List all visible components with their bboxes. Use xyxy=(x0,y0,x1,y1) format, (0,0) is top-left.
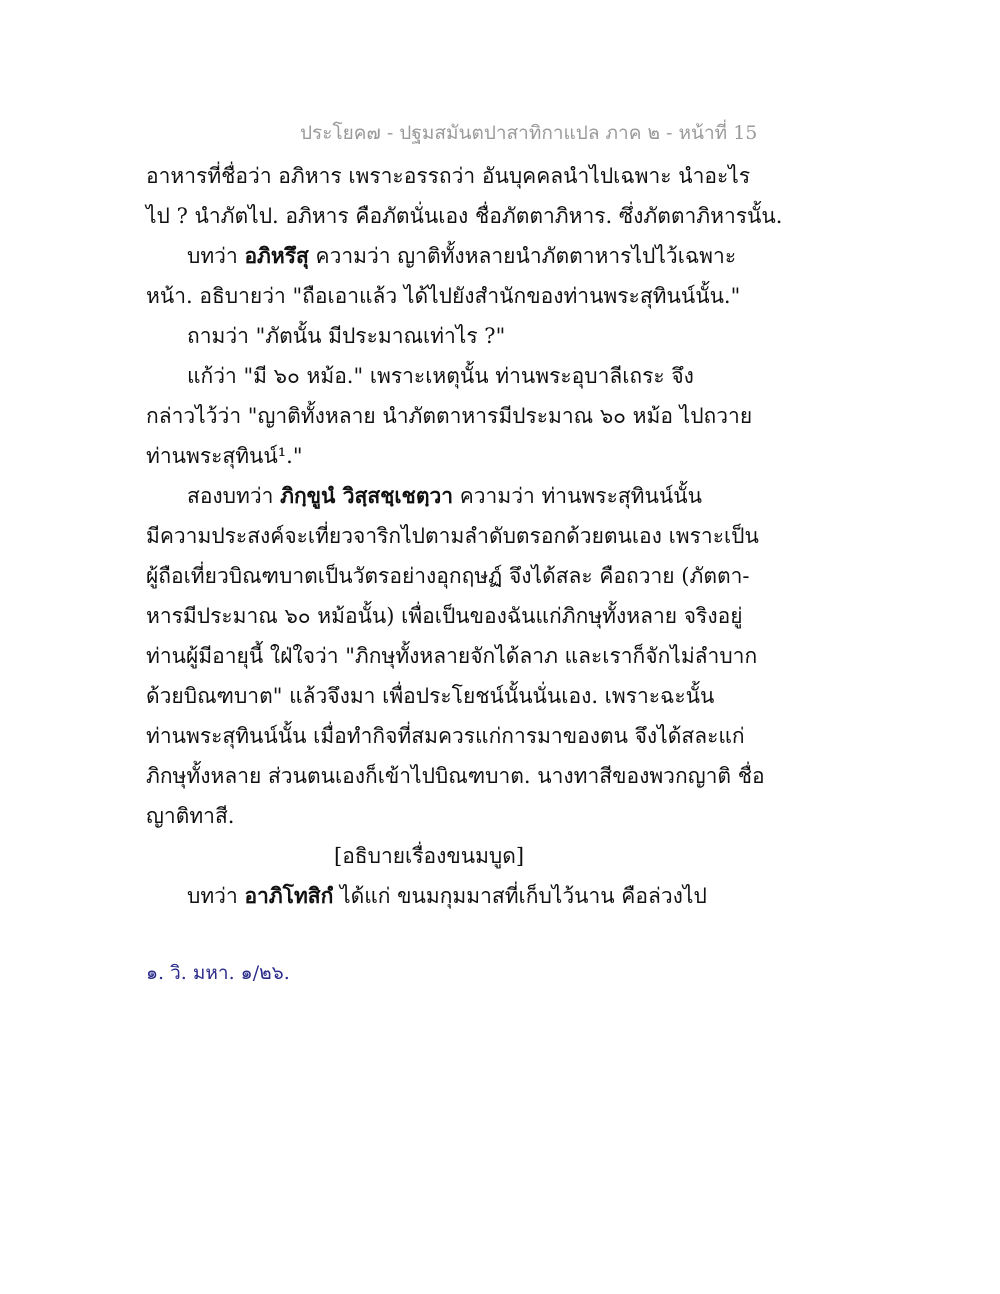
text-line: ท่านพระสุทินน์นั้น เมื่อทำกิจที่สมควรแก่การมาของตน จึงได้สละแก่ xyxy=(146,724,745,748)
text-line: แก้ว่า "มี ๖๐ หม้อ." เพราะเหตุนั้น ท่านพระอุบาลีเถระ จึง xyxy=(187,364,694,388)
text-line xyxy=(146,236,737,276)
text-line: ไป ? นำภัตไป. อภิหาร คือภัตนั่นเอง ชื่อภัตตาภิหาร. ซึ่งภัตตาภิหารนั้น. xyxy=(146,204,783,228)
section-heading: [อธิบายเรื่องขนมบูด] xyxy=(334,844,525,868)
text-line: กล่าวไว้ว่า "ญาติทั้งหลาย นำภัตตาหารมีประมาณ ๖๐ หม้อ ไปถวาย xyxy=(146,404,753,428)
text-line: ท่านพระสุทินน์¹." xyxy=(146,444,303,468)
text-line: อาหารที่ชื่อว่า อภิหาร เพราะอรรถว่า อันบุคคลนำไปเฉพาะ นำอะไร xyxy=(146,164,751,188)
footnote: ๑. วิ. มหา. ๑/๒๖. xyxy=(146,962,290,984)
term-bold: อภิหรึสุ xyxy=(244,243,309,268)
text-line: ญาติทาสี. xyxy=(146,804,235,828)
text-line: ด้วยบิณฑบาต" แล้วจึงมา เพื่อประโยชน์นั้นนั่นเอง. เพราะฉะนั้น xyxy=(146,684,715,708)
page-header: ประโยค๗ - ปฐมสมันตปาสาทิกาแปล ภาค ๒ - หน้าที่ 15 xyxy=(300,122,758,144)
text-line xyxy=(146,476,706,516)
term-bold: อาภิโทสิกํ xyxy=(244,883,334,908)
term-bold: ภิกฺขูนํ วิสฺสชฺเชตฺวา xyxy=(280,483,454,508)
text-line: ภิกษุทั้งหลาย ส่วนตนเองก็เข้าไปบิณฑบาต. นางทาสีของพวกญาติ ชื่อ xyxy=(146,764,765,788)
text-span: ความว่า ญาติทั้งหลายนำภัตตาหารไปไว้เฉพาะ xyxy=(308,244,737,268)
main-text xyxy=(146,156,783,916)
text-line xyxy=(146,876,706,916)
text-span: บทว่า xyxy=(187,884,245,908)
text-line: ถามว่า "ภัตนั้น มีประมาณเท่าไร ?" xyxy=(187,324,506,348)
text-span: บทว่า xyxy=(187,244,245,268)
text-line: ท่านผู้มีอายุนี้ ใฝ่ใจว่า "ภิกษุทั้งหลายจักได้ลาภ และเราก็จักไม่ลำบาก xyxy=(146,644,758,668)
text-line: มีความประสงค์จะเที่ยวจาริกไปตามลำดับตรอกด้วยตนเอง เพราะเป็น xyxy=(146,524,759,548)
text-span: ความว่า ท่านพระสุทินน์นั้น xyxy=(453,484,702,508)
text-span: ได้แก่ ขนมกุมมาสที่เก็บไว้นาน คือล่วงไป xyxy=(333,884,707,908)
text-line: หน้า. อธิบายว่า "ถือเอาแล้ว ได้ไปยังสำนักของท่านพระสุทินน์นั้น." xyxy=(146,284,741,308)
text-line: หารมีประมาณ ๖๐ หม้อนั้น) เพื่อเป็นของฉันแก่ภิกษุทั้งหลาย จริงอยู่ xyxy=(146,604,743,628)
text-span: สองบทว่า xyxy=(187,484,281,508)
text-line: ผู้ถือเที่ยวบิณฑบาตเป็นวัตรอย่างอุกฤษฏ์ จึงได้สละ คือถวาย (ภัตตา- xyxy=(146,564,750,588)
